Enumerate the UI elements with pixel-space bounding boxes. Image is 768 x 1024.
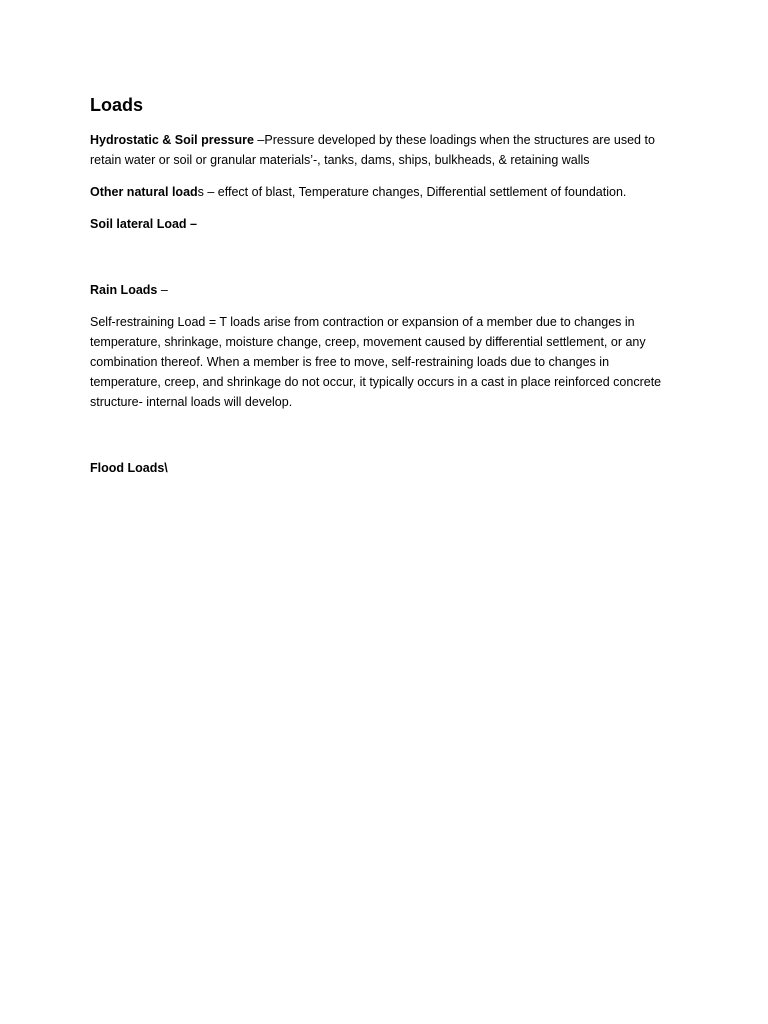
hydrostatic-term: Hydrostatic & Soil pressure: [90, 133, 254, 147]
document-content: [90, 94, 680, 490]
other-natural-term-tail: s: [197, 185, 204, 199]
document-title: Loads: [90, 95, 144, 115]
self-restraining-paragraph: Self-restraining Load = T loads arise from contraction or expansion of a member due to changes in temperature, shrinkage, moisture change, creep, movement caused by differential settlement, or any combination thereof. When a member is free to move, self-restraining loads due to changes in temperature, creep, and shrinkage do not occur, it typically occurs in a cast in place reinforced concrete structure- internal loads will develop.: [90, 315, 662, 409]
blank-space: [90, 246, 680, 280]
other-natural-term: Other natural load: [90, 185, 198, 199]
soil-lateral-term: Soil lateral Load –: [90, 217, 197, 231]
flood-term: Flood Loads\: [90, 461, 168, 475]
rain-paragraph: [90, 280, 680, 300]
other-natural-text: – effect of blast, Temperature changes, Differential settlement of foundation.: [203, 185, 627, 199]
hydrostatic-text: –Pressure developed by these loadings when the structures are used to retain water or soil or granular materials’-, tanks, dams, ships, bulkheads, & retaining walls: [90, 133, 655, 167]
blank-space: [90, 424, 680, 458]
flood-paragraph: [90, 458, 680, 478]
rain-term: Rain Loads: [90, 283, 158, 297]
rain-text: –: [157, 283, 168, 297]
hydrostatic-paragraph: [90, 130, 680, 170]
soil-lateral-paragraph: [90, 214, 680, 234]
other-natural-paragraph: [90, 182, 680, 202]
